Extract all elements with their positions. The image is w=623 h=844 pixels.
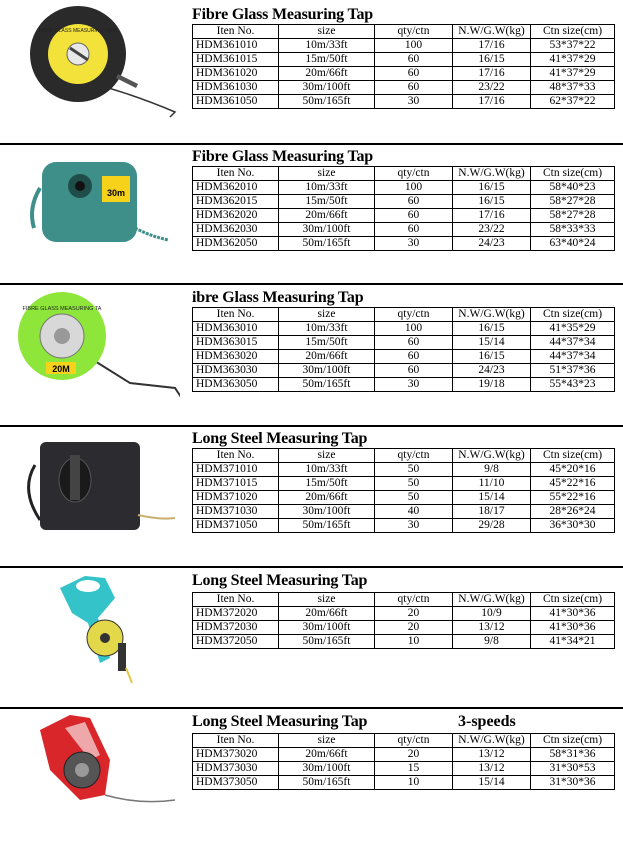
table-cell: 30m/100ft bbox=[279, 223, 375, 237]
table-cell: 48*37*33 bbox=[531, 81, 615, 95]
section-title: Long Steel Measuring Tap bbox=[192, 572, 368, 589]
table-row bbox=[193, 322, 615, 336]
table-cell: 30m/100ft bbox=[279, 81, 375, 95]
header-cell: Iten No. bbox=[193, 25, 279, 39]
header-cell: Iten No. bbox=[193, 308, 279, 322]
tape-face-text: FIBRE GLASS MEASURING TA bbox=[22, 306, 102, 312]
table-cell: 60 bbox=[375, 209, 453, 223]
table-cell: 15m/50ft bbox=[279, 195, 375, 209]
header-cell: Ctn size(cm) bbox=[531, 25, 615, 39]
table-header-row bbox=[193, 734, 615, 748]
table-cell: HDM362010 bbox=[193, 181, 279, 195]
table-cell: 58*40*23 bbox=[531, 181, 615, 195]
table-cell: HDM361030 bbox=[193, 81, 279, 95]
table-cell: HDM363030 bbox=[193, 364, 279, 378]
table-cell: 24/23 bbox=[453, 237, 531, 251]
table-cell: 13/12 bbox=[453, 762, 531, 776]
table-cell: 50m/165ft bbox=[279, 378, 375, 392]
table-cell: 9/8 bbox=[453, 635, 531, 649]
table-cell: 60 bbox=[375, 81, 453, 95]
product-image-fibre-tape-teal bbox=[10, 148, 180, 268]
table-cell: HDM371015 bbox=[193, 477, 279, 491]
table-cell: HDM371020 bbox=[193, 491, 279, 505]
table-cell: 60 bbox=[375, 53, 453, 67]
table-row bbox=[193, 195, 615, 209]
header-cell: size bbox=[279, 308, 375, 322]
section-divider bbox=[0, 707, 623, 709]
table-cell: 16/15 bbox=[453, 350, 531, 364]
table-cell: HDM371010 bbox=[193, 463, 279, 477]
table-cell: 17/16 bbox=[453, 95, 531, 109]
table-row bbox=[193, 336, 615, 350]
table-cell: 40 bbox=[375, 505, 453, 519]
table-cell: 50 bbox=[375, 491, 453, 505]
header-cell: N.W/G.W(kg) bbox=[453, 308, 531, 322]
header-cell: size bbox=[279, 25, 375, 39]
header-cell: qty/ctn bbox=[375, 593, 453, 607]
spec-table bbox=[192, 307, 615, 392]
table-cell: 20m/66ft bbox=[279, 209, 375, 223]
header-cell: qty/ctn bbox=[375, 308, 453, 322]
table-cell: 30m/100ft bbox=[279, 621, 375, 635]
table-header-row bbox=[193, 593, 615, 607]
table-row bbox=[193, 762, 615, 776]
table-row bbox=[193, 237, 615, 251]
table-row bbox=[193, 350, 615, 364]
spec-table bbox=[192, 24, 615, 109]
table-cell: 60 bbox=[375, 195, 453, 209]
table-cell: 100 bbox=[375, 181, 453, 195]
table-cell: HDM361010 bbox=[193, 39, 279, 53]
section-title: Long Steel Measuring Tap bbox=[192, 430, 368, 447]
header-cell: N.W/G.W(kg) bbox=[453, 449, 531, 463]
table-cell: 13/12 bbox=[453, 621, 531, 635]
header-cell: Iten No. bbox=[193, 593, 279, 607]
table-cell: HDM362050 bbox=[193, 237, 279, 251]
table-cell: 36*30*30 bbox=[531, 519, 615, 533]
table-cell: 10m/33ft bbox=[279, 39, 375, 53]
table-cell: 16/15 bbox=[453, 195, 531, 209]
table-cell: 30 bbox=[375, 237, 453, 251]
table-cell: 41*30*36 bbox=[531, 621, 615, 635]
spec-table bbox=[192, 733, 615, 790]
table-cell: HDM372020 bbox=[193, 607, 279, 621]
table-cell: 58*33*33 bbox=[531, 223, 615, 237]
table-cell: HDM371050 bbox=[193, 519, 279, 533]
header-cell: Iten No. bbox=[193, 734, 279, 748]
table-cell: 15m/50ft bbox=[279, 336, 375, 350]
table-cell: HDM363015 bbox=[193, 336, 279, 350]
table-header-row bbox=[193, 167, 615, 181]
table-cell: 15/14 bbox=[453, 336, 531, 350]
table-cell: 13/12 bbox=[453, 748, 531, 762]
header-cell: Ctn size(cm) bbox=[531, 449, 615, 463]
table-row bbox=[193, 776, 615, 790]
section-divider bbox=[0, 283, 623, 285]
table-cell: 29/28 bbox=[453, 519, 531, 533]
table-cell: 51*37*36 bbox=[531, 364, 615, 378]
table-cell: 41*37*29 bbox=[531, 53, 615, 67]
table-cell: 30m/100ft bbox=[279, 762, 375, 776]
table-cell: 20m/66ft bbox=[279, 491, 375, 505]
table-cell: 15/14 bbox=[453, 491, 531, 505]
table-cell: 60 bbox=[375, 67, 453, 81]
spec-table bbox=[192, 448, 615, 533]
table-row bbox=[193, 491, 615, 505]
table-cell: 20m/66ft bbox=[279, 350, 375, 364]
table-cell: 20m/66ft bbox=[279, 748, 375, 762]
table-cell: 63*40*24 bbox=[531, 237, 615, 251]
table-row bbox=[193, 378, 615, 392]
header-cell: size bbox=[279, 734, 375, 748]
section-title: Long Steel Measuring Tap bbox=[192, 713, 368, 730]
product-image-steel-tape-red bbox=[10, 710, 180, 830]
table-cell: 60 bbox=[375, 223, 453, 237]
table-cell: 16/15 bbox=[453, 53, 531, 67]
table-cell: 10m/33ft bbox=[279, 181, 375, 195]
table-cell: 41*30*36 bbox=[531, 607, 615, 621]
table-cell: 20m/66ft bbox=[279, 607, 375, 621]
table-cell: 18/17 bbox=[453, 505, 531, 519]
table-row bbox=[193, 81, 615, 95]
table-row bbox=[193, 607, 615, 621]
table-cell: 20 bbox=[375, 748, 453, 762]
header-cell: qty/ctn bbox=[375, 25, 453, 39]
header-cell: Ctn size(cm) bbox=[531, 734, 615, 748]
spec-table bbox=[192, 592, 615, 649]
table-row bbox=[193, 95, 615, 109]
table-cell: 100 bbox=[375, 39, 453, 53]
table-cell: 41*34*21 bbox=[531, 635, 615, 649]
table-cell: 30 bbox=[375, 519, 453, 533]
table-row bbox=[193, 67, 615, 81]
table-cell: HDM361050 bbox=[193, 95, 279, 109]
table-cell: HDM363010 bbox=[193, 322, 279, 336]
table-cell: 23/22 bbox=[453, 81, 531, 95]
table-cell: 17/16 bbox=[453, 209, 531, 223]
table-row bbox=[193, 223, 615, 237]
table-cell: 24/23 bbox=[453, 364, 531, 378]
table-cell: 58*31*36 bbox=[531, 748, 615, 762]
table-cell: 15m/50ft bbox=[279, 477, 375, 491]
table-cell: 44*37*34 bbox=[531, 350, 615, 364]
header-cell: size bbox=[279, 593, 375, 607]
table-cell: 31*30*53 bbox=[531, 762, 615, 776]
table-cell: 50m/165ft bbox=[279, 776, 375, 790]
table-cell: 30m/100ft bbox=[279, 364, 375, 378]
table-cell: 30 bbox=[375, 95, 453, 109]
table-cell: 100 bbox=[375, 322, 453, 336]
table-header-row bbox=[193, 449, 615, 463]
table-cell: 44*37*34 bbox=[531, 336, 615, 350]
section-divider bbox=[0, 425, 623, 427]
table-cell: 28*26*24 bbox=[531, 505, 615, 519]
tape-length-label: 30m bbox=[106, 188, 126, 198]
table-cell: 50m/165ft bbox=[279, 519, 375, 533]
table-row bbox=[193, 748, 615, 762]
header-cell: Ctn size(cm) bbox=[531, 593, 615, 607]
table-cell: 10/9 bbox=[453, 607, 531, 621]
table-cell: HDM373020 bbox=[193, 748, 279, 762]
product-image-fibre-tape-black bbox=[10, 2, 180, 122]
table-cell: 15/14 bbox=[453, 776, 531, 790]
table-cell: 11/10 bbox=[453, 477, 531, 491]
table-row bbox=[193, 621, 615, 635]
table-header-row bbox=[193, 308, 615, 322]
table-cell: HDM363050 bbox=[193, 378, 279, 392]
table-cell: 55*22*16 bbox=[531, 491, 615, 505]
table-cell: 17/16 bbox=[453, 67, 531, 81]
table-cell: HDM373050 bbox=[193, 776, 279, 790]
header-cell: qty/ctn bbox=[375, 449, 453, 463]
table-cell: 15 bbox=[375, 762, 453, 776]
table-cell: HDM363020 bbox=[193, 350, 279, 364]
table-cell: HDM361020 bbox=[193, 67, 279, 81]
header-cell: size bbox=[279, 167, 375, 181]
header-cell: Iten No. bbox=[193, 449, 279, 463]
table-cell: HDM362020 bbox=[193, 209, 279, 223]
table-cell: 10m/33ft bbox=[279, 463, 375, 477]
product-image-frame-tape-teal bbox=[10, 568, 180, 688]
table-cell: 58*27*28 bbox=[531, 195, 615, 209]
header-cell: size bbox=[279, 449, 375, 463]
table-cell: 62*37*22 bbox=[531, 95, 615, 109]
table-cell: 17/16 bbox=[453, 39, 531, 53]
table-cell: 10m/33ft bbox=[279, 322, 375, 336]
table-cell: 58*27*28 bbox=[531, 209, 615, 223]
header-cell: Iten No. bbox=[193, 167, 279, 181]
table-cell: 41*37*29 bbox=[531, 67, 615, 81]
table-row bbox=[193, 519, 615, 533]
section-title: Fibre Glass Measuring Tap bbox=[192, 148, 373, 165]
table-cell: 31*30*36 bbox=[531, 776, 615, 790]
section-divider bbox=[0, 143, 623, 145]
spec-table bbox=[192, 166, 615, 251]
header-cell: Ctn size(cm) bbox=[531, 308, 615, 322]
table-cell: 45*22*16 bbox=[531, 477, 615, 491]
table-cell: 30 bbox=[375, 378, 453, 392]
table-cell: 50 bbox=[375, 463, 453, 477]
table-cell: HDM372050 bbox=[193, 635, 279, 649]
table-row bbox=[193, 39, 615, 53]
table-cell: 30m/100ft bbox=[279, 505, 375, 519]
table-cell: 20 bbox=[375, 621, 453, 635]
header-cell: qty/ctn bbox=[375, 734, 453, 748]
product-image-steel-tape-black bbox=[10, 430, 180, 550]
tape-face-text: FIBRE GLASS MEASURING TAPE bbox=[38, 28, 118, 34]
table-row bbox=[193, 477, 615, 491]
table-row bbox=[193, 209, 615, 223]
header-cell: N.W/G.W(kg) bbox=[453, 734, 531, 748]
header-cell: N.W/G.W(kg) bbox=[453, 25, 531, 39]
section-subtitle: 3-speeds bbox=[458, 713, 516, 730]
table-cell: 41*35*29 bbox=[531, 322, 615, 336]
table-cell: 50 bbox=[375, 477, 453, 491]
header-cell: qty/ctn bbox=[375, 167, 453, 181]
table-cell: 20 bbox=[375, 607, 453, 621]
table-cell: 45*20*16 bbox=[531, 463, 615, 477]
product-image-fibre-tape-green bbox=[10, 288, 180, 408]
table-row bbox=[193, 463, 615, 477]
table-cell: 23/22 bbox=[453, 223, 531, 237]
table-cell: HDM362030 bbox=[193, 223, 279, 237]
table-cell: 50m/165ft bbox=[279, 95, 375, 109]
header-cell: N.W/G.W(kg) bbox=[453, 593, 531, 607]
table-cell: HDM361015 bbox=[193, 53, 279, 67]
section-title: Fibre Glass Measuring Tap bbox=[192, 6, 373, 23]
table-row bbox=[193, 53, 615, 67]
table-cell: HDM372030 bbox=[193, 621, 279, 635]
table-cell: 16/15 bbox=[453, 181, 531, 195]
header-cell: Ctn size(cm) bbox=[531, 167, 615, 181]
table-cell: 53*37*22 bbox=[531, 39, 615, 53]
table-cell: 10 bbox=[375, 635, 453, 649]
table-row bbox=[193, 505, 615, 519]
header-cell: N.W/G.W(kg) bbox=[453, 167, 531, 181]
table-cell: 10 bbox=[375, 776, 453, 790]
table-row bbox=[193, 364, 615, 378]
table-cell: 16/15 bbox=[453, 322, 531, 336]
table-cell: HDM373030 bbox=[193, 762, 279, 776]
table-cell: 60 bbox=[375, 364, 453, 378]
table-row bbox=[193, 635, 615, 649]
table-cell: 50m/165ft bbox=[279, 237, 375, 251]
table-cell: 60 bbox=[375, 336, 453, 350]
table-cell: 55*43*23 bbox=[531, 378, 615, 392]
table-header-row bbox=[193, 25, 615, 39]
tape-length-label: 20M bbox=[52, 364, 70, 374]
table-row bbox=[193, 181, 615, 195]
table-cell: HDM371030 bbox=[193, 505, 279, 519]
table-cell: 9/8 bbox=[453, 463, 531, 477]
table-cell: 50m/165ft bbox=[279, 635, 375, 649]
table-cell: HDM362015 bbox=[193, 195, 279, 209]
table-cell: 20m/66ft bbox=[279, 67, 375, 81]
table-cell: 60 bbox=[375, 350, 453, 364]
table-cell: 15m/50ft bbox=[279, 53, 375, 67]
table-cell: 19/18 bbox=[453, 378, 531, 392]
section-title: ibre Glass Measuring Tap bbox=[192, 289, 364, 306]
